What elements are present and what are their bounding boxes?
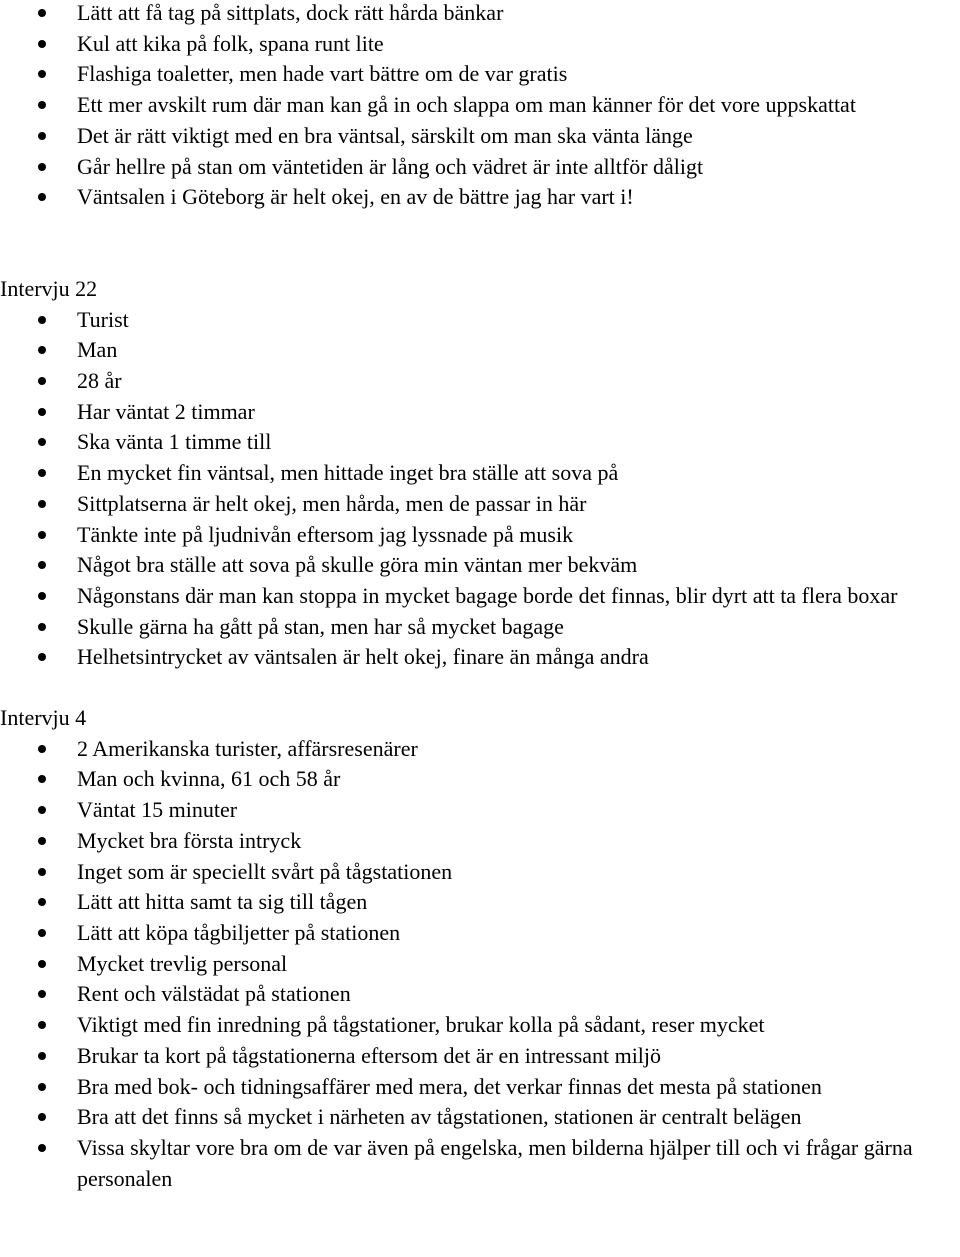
list-item (0, 0, 960, 29)
list-item-text: Turist (77, 306, 129, 332)
list-item-text: Tänkte inte på ljudnivån eftersom jag lyssnade på musik (77, 521, 574, 547)
list-item-text: Lätt att få tag på sittplats, dock rätt hårda bänkar (77, 0, 504, 25)
list-item (0, 152, 960, 183)
list-item (0, 949, 960, 980)
list-item-text: Har väntat 2 timmar (77, 398, 255, 424)
bullet-icon (38, 1113, 46, 1121)
section-spacer (0, 213, 960, 274)
list-item (0, 59, 960, 90)
interview-4-bullet-list (0, 734, 960, 1195)
list-item (0, 764, 960, 795)
list-item (0, 427, 960, 458)
list-item-text: Mycket bra första intryck (77, 827, 302, 853)
list-item-text: Bra att det finns så mycket i närheten av tågstationen, stationen är centralt belägen (77, 1104, 802, 1130)
list-item-text: Ett mer avskilt rum där man kan gå in och slappa om man känner för det vore uppskattat (77, 92, 856, 118)
list-item (0, 458, 960, 489)
list-item (0, 397, 960, 428)
list-item (0, 979, 960, 1010)
list-item (0, 1072, 960, 1103)
list-item-text: Sittplatserna är helt okej, men hårda, men de passar in här (77, 490, 587, 516)
bullet-icon (38, 438, 46, 446)
list-item-text: Ska vänta 1 timme till (77, 429, 272, 455)
bullet-icon (38, 101, 46, 109)
list-item (0, 182, 960, 213)
list-item (0, 29, 960, 60)
list-item-text: 28 år (77, 368, 122, 394)
bullet-icon (38, 561, 46, 569)
list-item (0, 366, 960, 397)
list-item (0, 642, 960, 673)
list-item-text: Väntat 15 minuter (77, 797, 238, 823)
bullet-icon (38, 898, 46, 906)
list-item-text: Helhetsintrycket av väntsalen är helt okej, finare än många andra (77, 644, 649, 670)
bullet-icon (38, 745, 46, 753)
bullet-icon (38, 9, 46, 17)
intro-bullet-list (0, 0, 960, 213)
list-item (0, 335, 960, 366)
bullet-icon (38, 469, 46, 477)
bullet-icon (38, 929, 46, 937)
bullet-icon (38, 592, 46, 600)
list-item (0, 550, 960, 581)
bullet-icon (38, 837, 46, 845)
list-item (0, 795, 960, 826)
list-item (0, 887, 960, 918)
list-item-text: Man och kvinna, 61 och 58 år (77, 766, 341, 792)
bullet-icon (38, 1083, 46, 1091)
list-item (0, 1102, 960, 1133)
list-item (0, 734, 960, 765)
list-item-text: Brukar ta kort på tågstationerna eftersom det är en intressant miljö (77, 1042, 662, 1068)
list-item (0, 121, 960, 152)
bullet-icon (38, 163, 46, 171)
list-item (0, 305, 960, 336)
list-item-text: Bra med bok- och tidningsaffärer med mera, det verkar finnas det mesta på stationen (77, 1073, 822, 1099)
list-item (0, 520, 960, 551)
bullet-icon (38, 408, 46, 416)
list-item-text: Flashiga toaletter, men hade vart bättre om de var gratis (77, 61, 568, 87)
bullet-icon (38, 377, 46, 385)
bullet-icon (38, 1021, 46, 1029)
list-item (0, 1133, 960, 1194)
list-item (0, 489, 960, 520)
list-item-text: Inget som är speciellt svårt på tågstationen (77, 858, 453, 884)
list-item-text: Lätt att köpa tågbiljetter på stationen (77, 919, 401, 945)
bullet-icon (38, 132, 46, 140)
bullet-icon (38, 70, 46, 78)
bullet-icon (38, 653, 46, 661)
bullet-icon (38, 193, 46, 201)
bullet-icon (38, 990, 46, 998)
bullet-icon (38, 623, 46, 631)
list-item (0, 918, 960, 949)
list-item-text: Man (77, 337, 118, 363)
bullet-icon (38, 868, 46, 876)
list-item-text: Vissa skyltar vore bra om de var även på engelska, men bilderna hjälper till och vi frågar gärna personalen (77, 1134, 913, 1191)
list-item-text: 2 Amerikanska turister, affärsresenärer (77, 735, 418, 761)
interview-22-bullet-list (0, 305, 960, 673)
bullet-icon (38, 806, 46, 814)
list-item (0, 90, 960, 121)
bullet-icon (38, 775, 46, 783)
list-item-text: Kul att kika på folk, spana runt lite (77, 30, 384, 56)
list-item (0, 1041, 960, 1072)
interview-4-heading: Intervju 4 (0, 705, 87, 731)
list-item-text: Rent och välstädat på stationen (77, 981, 351, 1007)
bullet-icon (38, 1052, 46, 1060)
list-item-text: En mycket fin väntsal, men hittade inget bra ställe att sova på (77, 460, 619, 486)
list-item-text: Något bra ställe att sova på skulle göra min väntan mer bekväm (77, 552, 638, 578)
list-item-text: Lätt att hitta samt ta sig till tågen (77, 889, 368, 915)
list-item-text: Någonstans där man kan stoppa in mycket bagage borde det finnas, blir dyrt att ta flera boxar (77, 582, 898, 608)
bullet-icon (38, 1144, 46, 1152)
list-item (0, 1010, 960, 1041)
list-item (0, 581, 960, 612)
list-item-text: Mycket trevlig personal (77, 950, 288, 976)
list-item-text: Går hellre på stan om väntetiden är lång och vädret är inte alltför dåligt (77, 153, 704, 179)
bullet-icon (38, 346, 46, 354)
bullet-icon (38, 316, 46, 324)
list-item (0, 857, 960, 888)
interview-22-heading: Intervju 22 (0, 275, 98, 301)
bullet-icon (38, 531, 46, 539)
list-item (0, 612, 960, 643)
bullet-icon (38, 40, 46, 48)
list-item-text: Det är rätt viktigt med en bra väntsal, särskilt om man ska vänta länge (77, 122, 693, 148)
list-item-text: Skulle gärna ha gått på stan, men har så mycket bagage (77, 613, 564, 639)
list-item-text: Väntsalen i Göteborg är helt okej, en av de bättre jag har vart i! (77, 184, 634, 210)
bullet-icon (38, 500, 46, 508)
list-item (0, 826, 960, 857)
section-spacer (0, 673, 960, 703)
bullet-icon (38, 960, 46, 968)
list-item-text: Viktigt med fin inredning på tågstationer, brukar kolla på sådant, reser mycket (77, 1012, 765, 1038)
